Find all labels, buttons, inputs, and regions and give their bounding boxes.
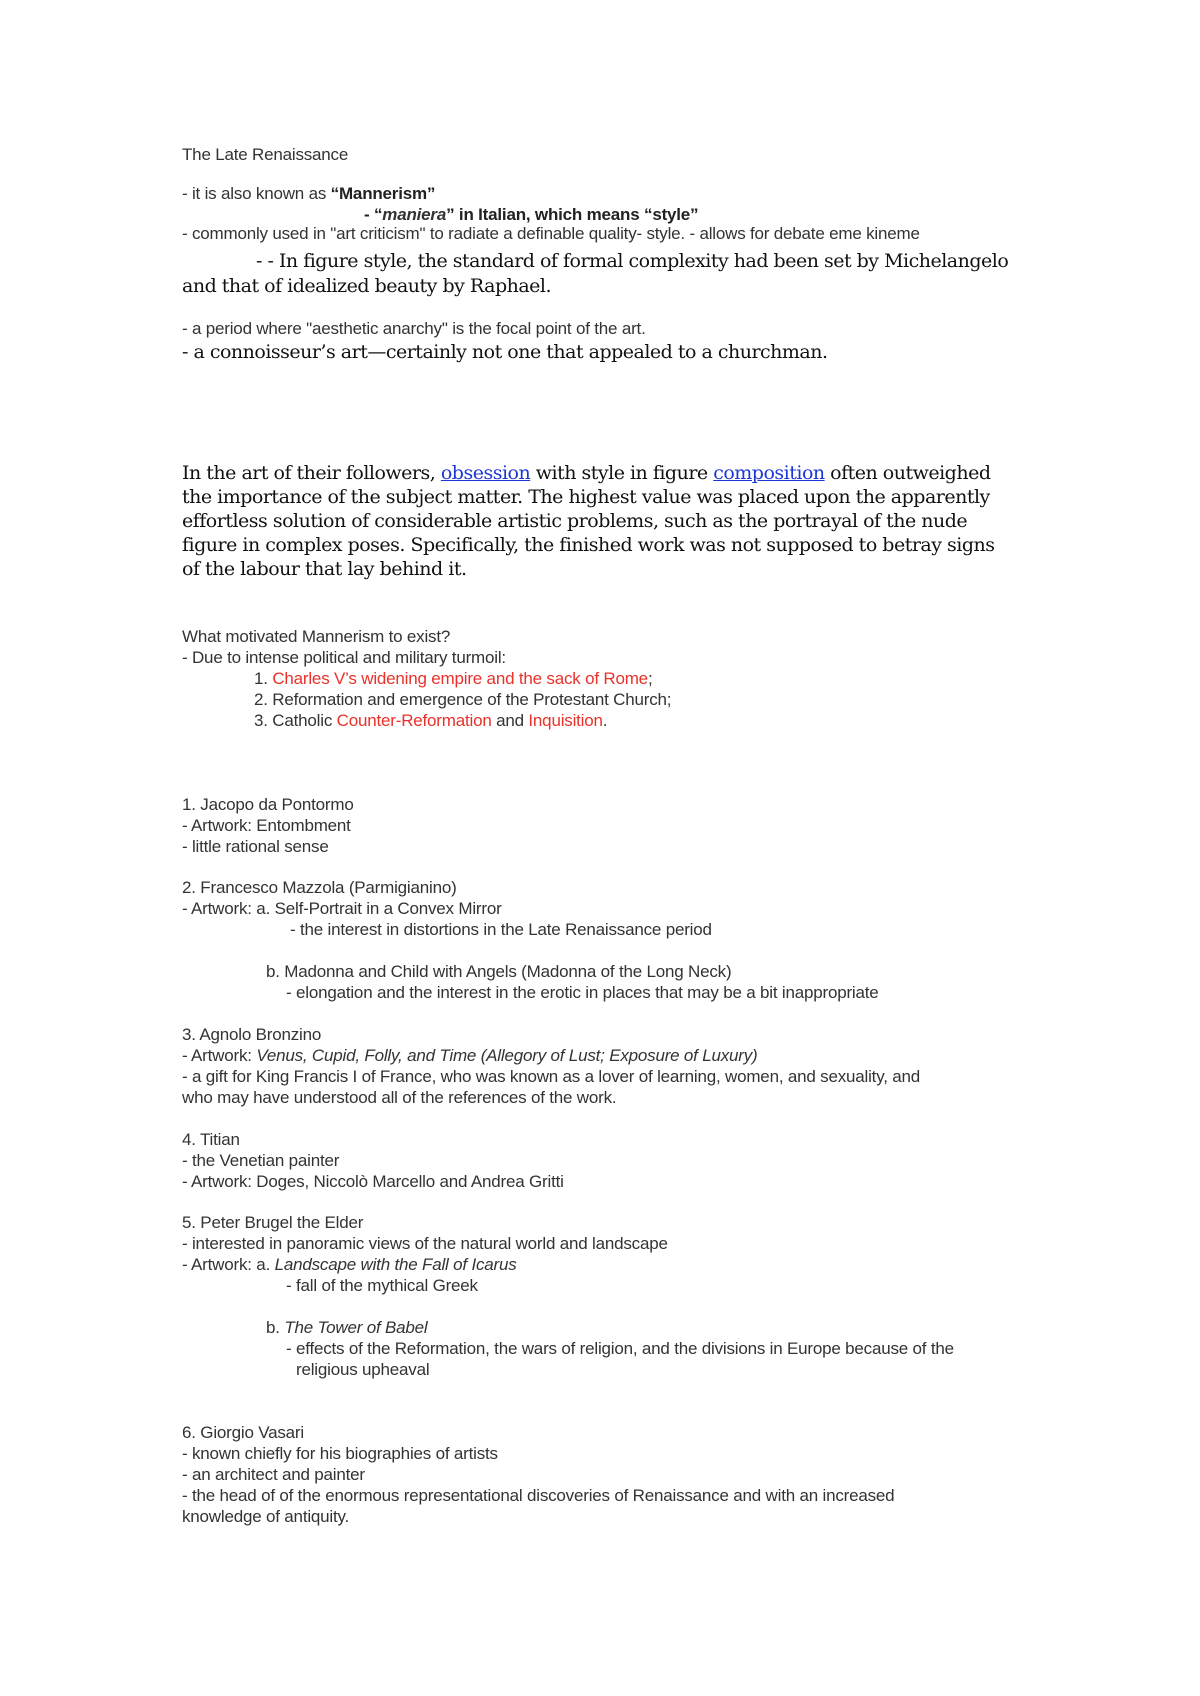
intro-line-5: and that of idealized beauty by Raphael. — [182, 275, 552, 297]
artist-5-name: 5. Peter Brugel the Elder — [182, 1213, 364, 1232]
artist-5-note-a: - fall of the mythical Greek — [286, 1276, 478, 1295]
artist-5-note-b-2: religious upheaval — [296, 1360, 430, 1379]
item-text: 3. Catholic — [254, 711, 337, 730]
artist-2-work-b: b. Madonna and Child with Angels (Madonna of the Long Neck) — [266, 962, 732, 981]
motivation-item-1 — [254, 669, 652, 689]
composition-link[interactable]: composition — [713, 462, 825, 484]
artwork-title: Landscape with the Fall of Icarus — [274, 1255, 517, 1274]
followers-line-4: figure in complex poses. Specifically, the finished work was not supposed to betray signs — [182, 534, 995, 556]
followers-line-2: the importance of the subject matter. The highest value was placed upon the apparently — [182, 486, 990, 508]
artist-4-name: 4. Titian — [182, 1130, 240, 1149]
artist-3-note-1: - a gift for King Francis I of France, who was known as a lover of learning, women, and sexuality, and — [182, 1067, 921, 1086]
intro-line-2 — [364, 205, 698, 225]
followers-text: with style in figure — [530, 462, 714, 484]
followers-text: In the art of their followers, — [182, 462, 441, 484]
item-text: and — [491, 711, 529, 730]
artist-2-name: 2. Francesco Mazzola (Parmigianino) — [182, 878, 457, 897]
maniera-term: maniera — [382, 205, 447, 224]
followers-line-5: of the labour that lay behind it. — [182, 558, 467, 580]
artist-6-desc-3: - the head of of the enormous representational discoveries of Renaissance and with an increased — [182, 1486, 895, 1505]
artist-1-name: 1. Jacopo da Pontormo — [182, 795, 354, 814]
artist-6-desc-1: - known chiefly for his biographies of artists — [182, 1444, 498, 1463]
artwork-label: b. — [266, 1318, 285, 1337]
artist-6-desc-2: - an architect and painter — [182, 1465, 365, 1484]
motivation-cause: - Due to intense political and military turmoil: — [182, 648, 506, 667]
intro-meaning: ” in Italian, which means “style” — [446, 205, 699, 224]
item-number: 1. — [254, 669, 273, 688]
intro-dash: - “ — [364, 205, 383, 224]
artist-4-work: - Artwork: Doges, Niccolò Marcello and Andrea Gritti — [182, 1172, 564, 1191]
followers-text: often outweighed — [824, 462, 991, 484]
motivation-item-2: 2. Reformation and emergence of the Protestant Church; — [254, 690, 672, 709]
artist-5-desc: - interested in panoramic views of the natural world and landscape — [182, 1234, 668, 1253]
intro-line-4: - - In figure style, the standard of formal complexity had been set by Michelangelo — [256, 250, 1009, 272]
obsession-link[interactable]: obsession — [440, 462, 531, 484]
artist-3-name: 3. Agnolo Bronzino — [182, 1025, 322, 1044]
artist-6-name: 6. Giorgio Vasari — [182, 1423, 304, 1442]
artist-3-note-2: who may have understood all of the references of the work. — [182, 1088, 617, 1107]
followers-line-1 — [182, 463, 991, 483]
item-end: . — [602, 711, 608, 730]
artist-5-work-b — [266, 1318, 428, 1338]
motivation-item-3 — [254, 711, 607, 731]
intro-line-6: - a period where "aesthetic anarchy" is the focal point of the art. — [182, 319, 646, 338]
intro-line-7: - a connoisseur’s art—certainly not one that appealed to a churchman. — [182, 341, 828, 363]
doc-title: The Late Renaissance — [182, 145, 349, 164]
artwork-label: - Artwork: — [182, 1046, 257, 1065]
artist-3-work — [182, 1046, 758, 1066]
artist-4-desc: - the Venetian painter — [182, 1151, 340, 1170]
intro-text: - it is also known as — [182, 184, 331, 203]
artist-1-work: - Artwork: Entombment — [182, 816, 351, 835]
charles-v-text: Charles V’s widening empire and the sack of Rome — [272, 669, 648, 688]
artist-1-note: - little rational sense — [182, 837, 329, 856]
artist-2-note-b: - elongation and the interest in the erotic in places that may be a bit inappropriate — [286, 983, 879, 1002]
intro-line-3: - commonly used in "art criticism" to radiate a definable quality- style. - allows for debate eme kineme — [182, 224, 920, 243]
artist-2-note-a: - the interest in distortions in the Late Renaissance period — [290, 920, 712, 939]
artist-5-note-b-1: - effects of the Reformation, the wars of religion, and the divisions in Europe because of the — [286, 1339, 954, 1358]
intro-line-1 — [182, 184, 435, 204]
inquisition-text: Inquisition — [528, 711, 603, 730]
item-end: ; — [647, 669, 653, 688]
motivation-question: What motivated Mannerism to exist? — [182, 627, 451, 646]
followers-line-3: effortless solution of considerable artistic problems, such as the portrayal of the nude — [182, 510, 968, 532]
mannerism-term: “Mannerism” — [330, 184, 436, 203]
artist-6-desc-4: knowledge of antiquity. — [182, 1507, 350, 1526]
artwork-title: The Tower of Babel — [284, 1318, 428, 1337]
artwork-title: Venus, Cupid, Folly, and Time (Allegory of Lust; Exposure of Luxury) — [256, 1046, 758, 1065]
counter-reformation-text: Counter-Reformation — [336, 711, 492, 730]
artist-5-work-a — [182, 1255, 517, 1275]
artwork-label: - Artwork: a. — [182, 1255, 275, 1274]
artist-2-work-a: - Artwork: a. Self-Portrait in a Convex Mirror — [182, 899, 502, 918]
